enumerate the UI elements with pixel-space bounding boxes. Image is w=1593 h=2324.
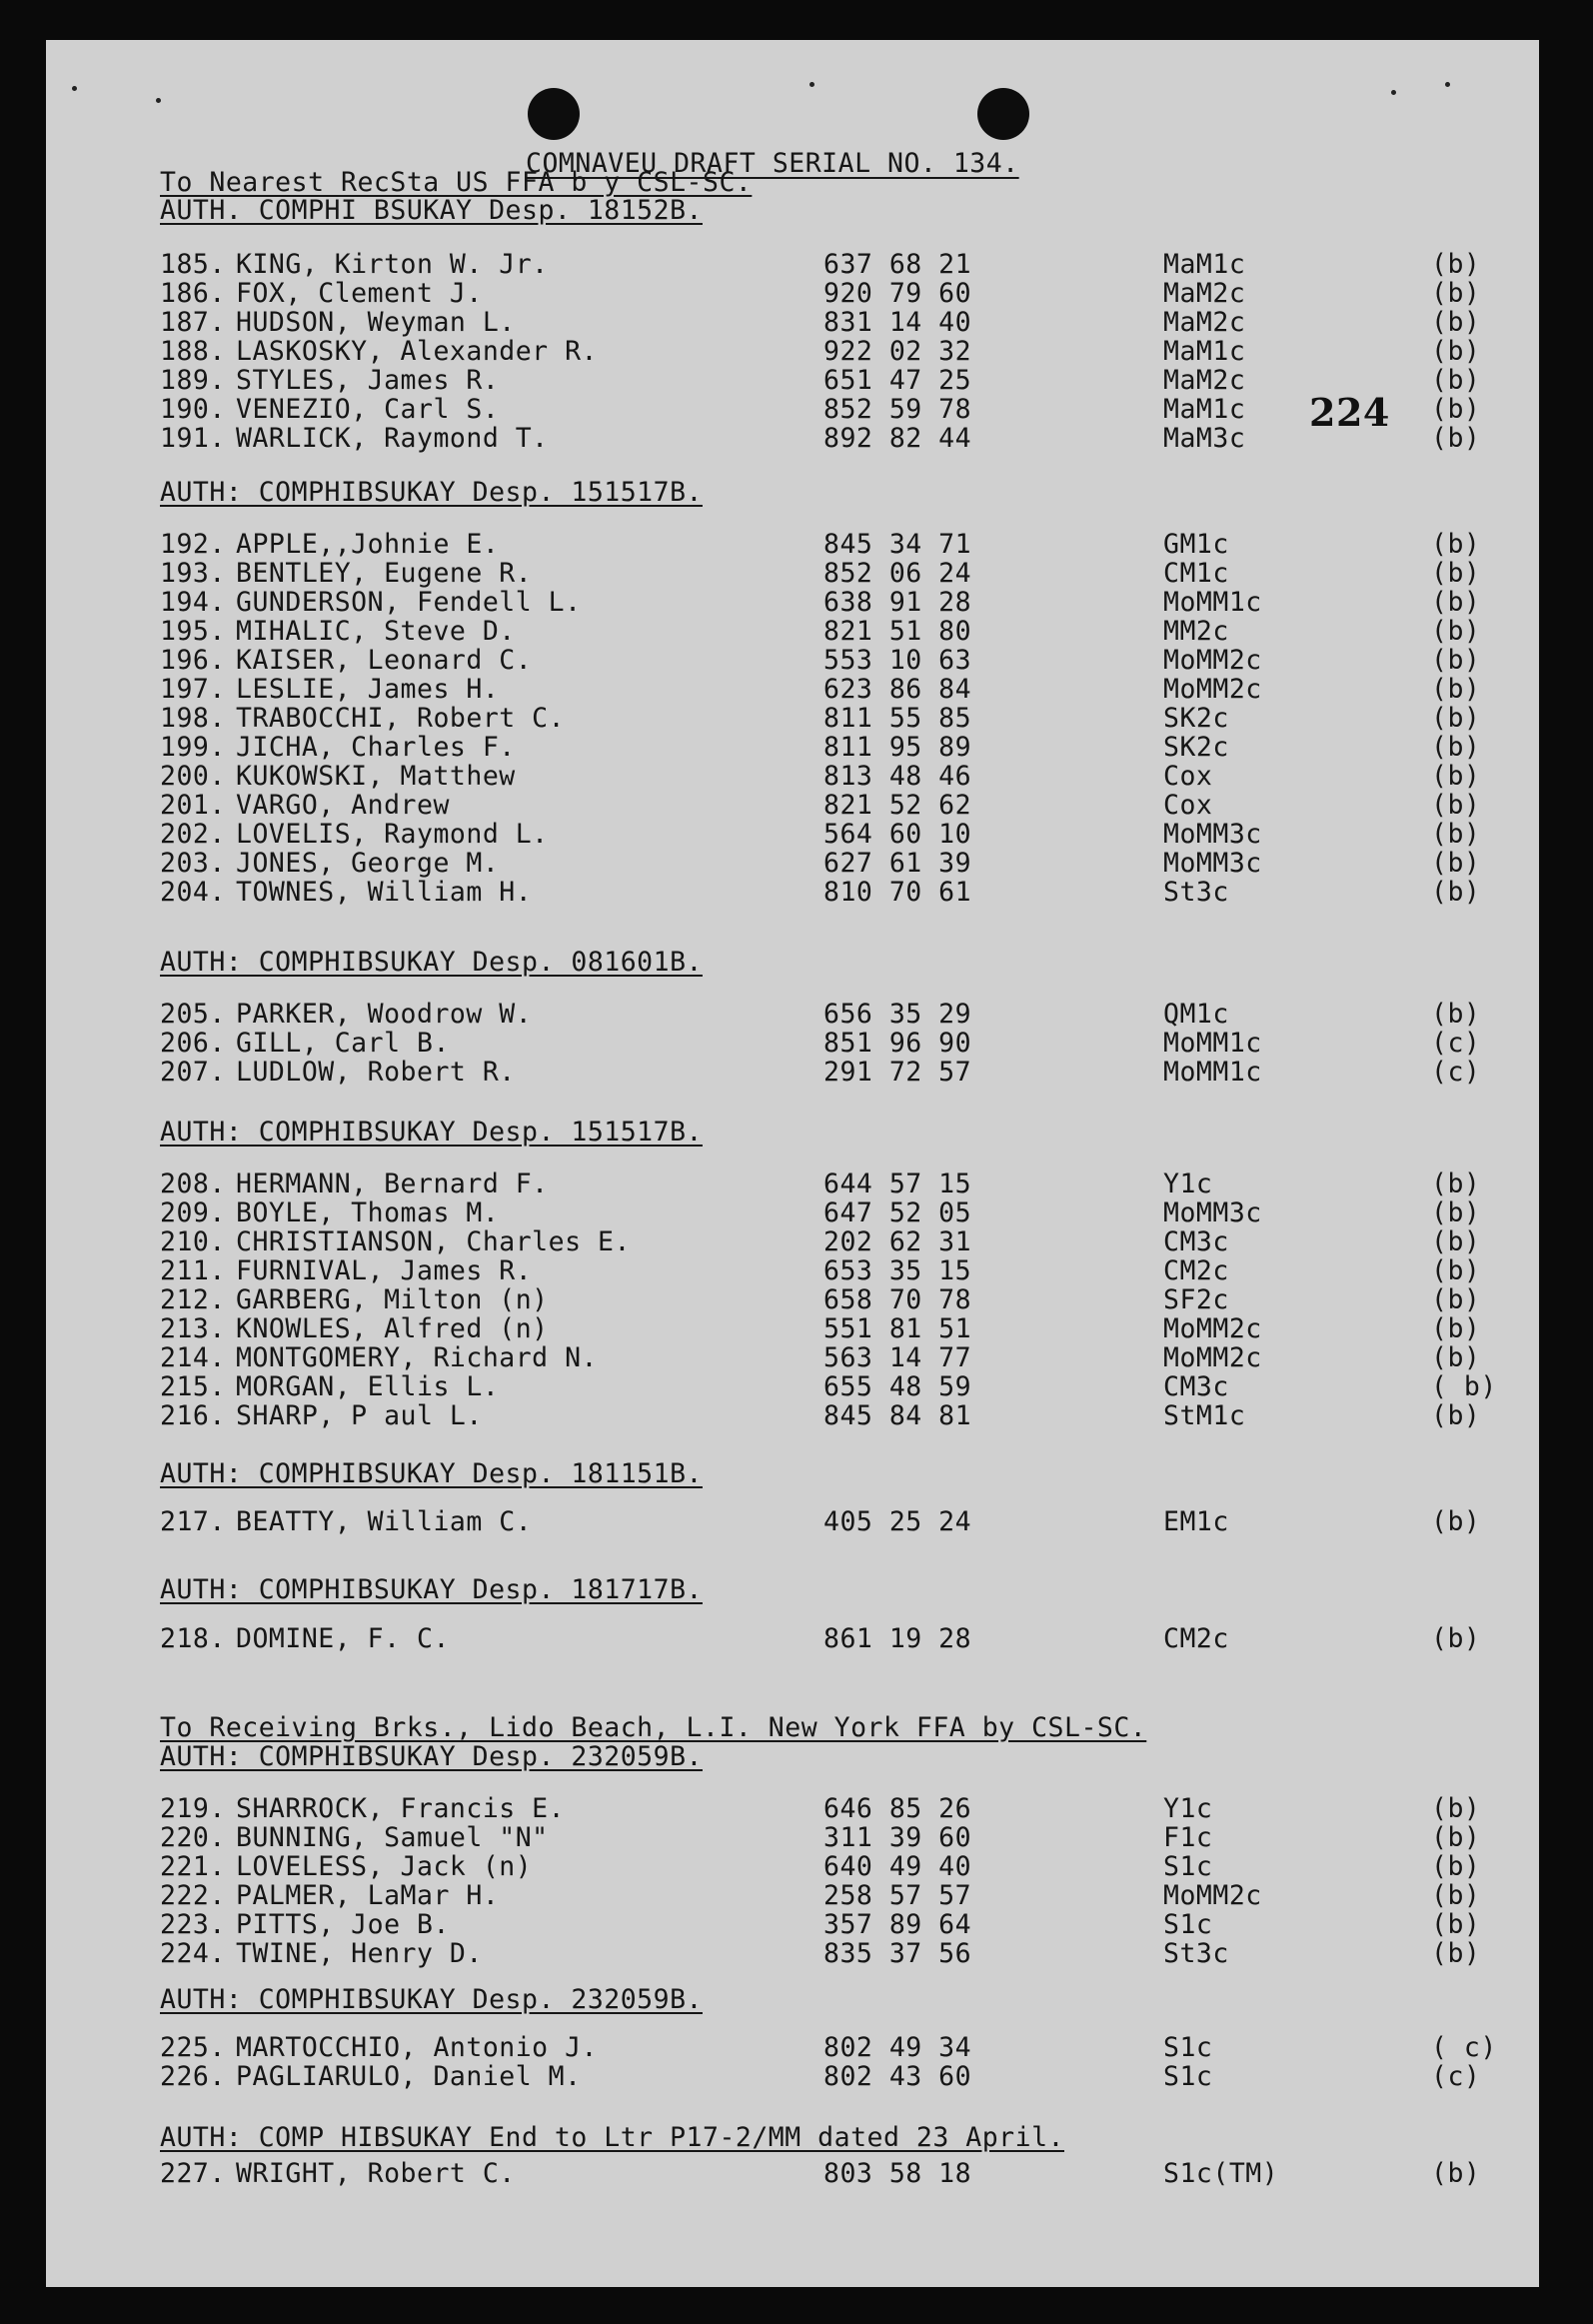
rating: S1c(TM) <box>1163 2158 1279 2189</box>
rating: MoMM2c <box>1163 1313 1262 1344</box>
service-number: 802 43 60 <box>823 2061 972 2092</box>
personnel-row <box>46 878 1539 907</box>
personnel-name: STYLES, James R. <box>236 365 500 396</box>
service-number: 623 86 84 <box>823 674 972 705</box>
personnel-name: LESLIE, James H. <box>236 674 500 705</box>
personnel-name: MONTGOMERY, Richard N. <box>236 1342 598 1373</box>
status-code: (b) <box>1431 394 1481 425</box>
rating: MoMM3c <box>1163 819 1262 850</box>
page-stamp-number: 224 <box>1309 390 1390 435</box>
service-number: 892 82 44 <box>823 423 972 454</box>
entry-number: 211. <box>160 1255 226 1286</box>
personnel-name: SHARP, P aul L. <box>236 1400 483 1431</box>
entry-number: 203. <box>160 848 226 879</box>
entry-number: 205. <box>160 999 226 1030</box>
personnel-name: KING, Kirton W. Jr. <box>236 249 549 280</box>
personnel-row <box>46 733 1539 762</box>
rating: CM1c <box>1163 558 1229 589</box>
service-number: 821 52 62 <box>823 790 972 821</box>
status-code: (b) <box>1431 877 1481 908</box>
personnel-name: PARKER, Woodrow W. <box>236 999 533 1030</box>
personnel-name: PAGLIARULO, Daniel M. <box>236 2061 582 2092</box>
personnel-row <box>46 1401 1539 1430</box>
status-code: (b) <box>1431 703 1481 734</box>
service-number: 563 14 77 <box>823 1342 972 1373</box>
entry-number: 201. <box>160 790 226 821</box>
personnel-name: TRABOCCHI, Robert C. <box>236 703 566 734</box>
entry-number: 206. <box>160 1028 226 1059</box>
status-code: (b) <box>1431 1313 1481 1344</box>
entry-number: 199. <box>160 732 226 763</box>
service-number: 653 35 15 <box>823 1255 972 1286</box>
status-code: (c) <box>1431 1028 1481 1059</box>
entry-number: 188. <box>160 336 226 367</box>
entry-number: 227. <box>160 2158 226 2189</box>
document-title: COMNAVEU DRAFT SERIAL NO. 134. <box>526 148 1019 179</box>
entry-number: 223. <box>160 1909 226 1940</box>
personnel-row <box>46 2159 1539 2188</box>
rating: MoMM1c <box>1163 587 1262 618</box>
personnel-row <box>46 1910 1539 1939</box>
personnel-name: VENEZIO, Carl S. <box>236 394 500 425</box>
rating: QM1c <box>1163 999 1229 1030</box>
draft-serial-document <box>46 40 1539 2287</box>
authorization-line: AUTH: COMPHIBSUKAY Desp. 151517B. <box>160 1117 703 1148</box>
rating: CM2c <box>1163 1623 1229 1654</box>
authorization-line: AUTH: COMPHIBSUKAY Desp. 181151B. <box>160 1458 703 1489</box>
rating: MaM1c <box>1163 394 1246 425</box>
service-number: 852 59 78 <box>823 394 972 425</box>
personnel-name: PITTS, Joe B. <box>236 1909 450 1940</box>
service-number: 922 02 32 <box>823 336 972 367</box>
personnel-row <box>46 424 1539 453</box>
status-code: (b) <box>1431 999 1481 1030</box>
entry-number: 215. <box>160 1371 226 1402</box>
service-number: 640 49 40 <box>823 1851 972 1882</box>
rating: MaM2c <box>1163 278 1246 309</box>
service-number: 405 25 24 <box>823 1506 972 1537</box>
rating: CM3c <box>1163 1371 1229 1402</box>
service-number: 811 95 89 <box>823 732 972 763</box>
rating: MaM3c <box>1163 423 1246 454</box>
personnel-row <box>46 2033 1539 2062</box>
entry-number: 187. <box>160 307 226 338</box>
service-number: 646 85 26 <box>823 1793 972 1824</box>
status-code: (b) <box>1431 278 1481 309</box>
status-code: (b) <box>1431 819 1481 850</box>
service-number: 311 39 60 <box>823 1822 972 1853</box>
personnel-name: DOMINE, F. C. <box>236 1623 450 1654</box>
service-number: 811 55 85 <box>823 703 972 734</box>
rating: MoMM3c <box>1163 848 1262 879</box>
personnel-row <box>46 1256 1539 1285</box>
personnel-row <box>46 395 1539 424</box>
status-code: (b) <box>1431 2158 1481 2189</box>
service-number: 627 61 39 <box>823 848 972 879</box>
personnel-name: APPLE,,Johnie E. <box>236 529 500 560</box>
personnel-row <box>46 530 1539 559</box>
transfer-destination-heading: To Receiving Brks., Lido Beach, L.I. New York FFA by CSL-SC. <box>160 1712 1147 1743</box>
rating: SF2c <box>1163 1284 1229 1315</box>
rating: S1c <box>1163 1851 1213 1882</box>
status-code: (b) <box>1431 790 1481 821</box>
status-code: (b) <box>1431 1938 1481 1969</box>
rating: Y1c <box>1163 1168 1213 1199</box>
rating: SK2c <box>1163 732 1229 763</box>
status-code: (b) <box>1431 732 1481 763</box>
personnel-row <box>46 559 1539 588</box>
rating: St3c <box>1163 877 1229 908</box>
authorization-line: AUTH: COMPHIBSUKAY Desp. 151517B. <box>160 477 703 508</box>
rating: MaM1c <box>1163 336 1246 367</box>
status-code: (b) <box>1431 1342 1481 1373</box>
status-code: (b) <box>1431 1255 1481 1286</box>
personnel-row <box>46 1343 1539 1372</box>
status-code: (b) <box>1431 423 1481 454</box>
status-code: (b) <box>1431 674 1481 705</box>
personnel-name: LOVELESS, Jack (n) <box>236 1851 533 1882</box>
service-number: 861 19 28 <box>823 1623 972 1654</box>
personnel-row <box>46 762 1539 791</box>
authorization-line: AUTH: COMPHIBSUKAY Desp. 081601B. <box>160 947 703 978</box>
personnel-name: CHRISTIANSON, Charles E. <box>236 1226 631 1257</box>
personnel-row <box>46 704 1539 733</box>
personnel-name: FOX, Clement J. <box>236 278 483 309</box>
personnel-row <box>46 646 1539 675</box>
rating: StM1c <box>1163 1400 1246 1431</box>
service-number: 202 62 31 <box>823 1226 972 1257</box>
personnel-name: LUDLOW, Robert R. <box>236 1057 516 1088</box>
service-number: 258 57 57 <box>823 1880 972 1911</box>
personnel-row <box>46 337 1539 366</box>
service-number: 553 10 63 <box>823 645 972 676</box>
entry-number: 224. <box>160 1938 226 1969</box>
personnel-name: WRIGHT, Robert C. <box>236 2158 516 2189</box>
service-number: 852 06 24 <box>823 558 972 589</box>
personnel-row <box>46 1794 1539 1823</box>
personnel-name: GILL, Carl B. <box>236 1028 450 1059</box>
status-code: (b) <box>1431 249 1481 280</box>
rating: S1c <box>1163 2032 1213 2063</box>
status-code: (b) <box>1431 587 1481 618</box>
personnel-name: GUNDERSON, Fendell L. <box>236 587 582 618</box>
personnel-name: TOWNES, William H. <box>236 877 533 908</box>
personnel-row <box>46 1852 1539 1881</box>
personnel-name: LOVELIS, Raymond L. <box>236 819 549 850</box>
status-code: (b) <box>1431 1909 1481 1940</box>
rating: GM1c <box>1163 529 1229 560</box>
personnel-row <box>46 308 1539 337</box>
service-number: 564 60 10 <box>823 819 972 850</box>
status-code: ( c) <box>1431 2032 1497 2063</box>
entry-number: 222. <box>160 1880 226 1911</box>
entry-number: 213. <box>160 1313 226 1344</box>
status-code: (b) <box>1431 645 1481 676</box>
service-number: 644 57 15 <box>823 1168 972 1199</box>
service-number: 831 14 40 <box>823 307 972 338</box>
entry-number: 195. <box>160 616 226 647</box>
service-number: 920 79 60 <box>823 278 972 309</box>
rating: MM2c <box>1163 616 1229 647</box>
rating: St3c <box>1163 1938 1229 1969</box>
entry-number: 208. <box>160 1168 226 1199</box>
service-number: 845 34 71 <box>823 529 972 560</box>
rating: MaM2c <box>1163 365 1246 396</box>
rating: MaM2c <box>1163 307 1246 338</box>
entry-number: 194. <box>160 587 226 618</box>
entry-number: 219. <box>160 1793 226 1824</box>
personnel-row <box>46 1285 1539 1314</box>
personnel-row <box>46 849 1539 878</box>
document-page <box>46 40 1539 2287</box>
status-code: (b) <box>1431 1284 1481 1315</box>
status-code: (c) <box>1431 2061 1481 2092</box>
entry-number: 221. <box>160 1851 226 1882</box>
entry-number: 197. <box>160 674 226 705</box>
entry-number: 193. <box>160 558 226 589</box>
personnel-row <box>46 820 1539 849</box>
service-number: 821 51 80 <box>823 616 972 647</box>
authorization-line: AUTH: COMP HIBSUKAY End to Ltr P17-2/MM dated 23 April. <box>160 2122 1064 2153</box>
authorization-line: AUTH: COMPHIBSUKAY Desp. 181717B. <box>160 1574 703 1605</box>
personnel-row <box>46 1198 1539 1227</box>
rating: MaM1c <box>1163 249 1246 280</box>
service-number: 655 48 59 <box>823 1371 972 1402</box>
status-code: (b) <box>1431 1400 1481 1431</box>
personnel-row <box>46 617 1539 646</box>
authorization-line: AUTH: COMPHIBSUKAY Desp. 232059B. <box>160 1984 703 2015</box>
service-number: 658 70 78 <box>823 1284 972 1315</box>
entry-number: 207. <box>160 1057 226 1088</box>
personnel-row <box>46 1823 1539 1852</box>
rating: SK2c <box>1163 703 1229 734</box>
service-number: 551 81 51 <box>823 1313 972 1344</box>
personnel-name: HERMANN, Bernard F. <box>236 1168 549 1199</box>
personnel-name: MORGAN, Ellis L. <box>236 1371 500 1402</box>
entry-number: 209. <box>160 1197 226 1228</box>
rating: MoMM2c <box>1163 674 1262 705</box>
rating: S1c <box>1163 1909 1213 1940</box>
entry-number: 190. <box>160 394 226 425</box>
personnel-row <box>46 1169 1539 1198</box>
entry-number: 196. <box>160 645 226 676</box>
personnel-name: BENTLEY, Eugene R. <box>236 558 533 589</box>
service-number: 845 84 81 <box>823 1400 972 1431</box>
personnel-name: KAISER, Leonard C. <box>236 645 533 676</box>
service-number: 813 48 46 <box>823 761 972 792</box>
entry-number: 220. <box>160 1822 226 1853</box>
status-code: (b) <box>1431 1851 1481 1882</box>
personnel-row <box>46 1624 1539 1653</box>
entry-number: 218. <box>160 1623 226 1654</box>
entry-number: 191. <box>160 423 226 454</box>
rating: Cox <box>1163 790 1213 821</box>
personnel-row <box>46 1058 1539 1087</box>
status-code: (b) <box>1431 1793 1481 1824</box>
personnel-name: BEATTY, William C. <box>236 1506 533 1537</box>
service-number: 802 49 34 <box>823 2032 972 2063</box>
personnel-name: HUDSON, Weyman L. <box>236 307 516 338</box>
rating: MoMM1c <box>1163 1028 1262 1059</box>
personnel-row <box>46 1029 1539 1058</box>
status-code: ( b) <box>1431 1371 1497 1402</box>
status-code: (b) <box>1431 1168 1481 1199</box>
rating: MoMM2c <box>1163 645 1262 676</box>
status-code: (b) <box>1431 1822 1481 1853</box>
rating: CM2c <box>1163 1255 1229 1286</box>
personnel-row <box>46 2062 1539 2091</box>
rating: Y1c <box>1163 1793 1213 1824</box>
service-number: 835 37 56 <box>823 1938 972 1969</box>
entry-number: 216. <box>160 1400 226 1431</box>
personnel-row <box>46 250 1539 279</box>
status-code: (b) <box>1431 1623 1481 1654</box>
personnel-row <box>46 279 1539 308</box>
personnel-name: PALMER, LaMar H. <box>236 1880 500 1911</box>
entry-number: 202. <box>160 819 226 850</box>
status-code: (c) <box>1431 1057 1481 1088</box>
service-number: 851 96 90 <box>823 1028 972 1059</box>
personnel-name: GARBERG, Milton (n) <box>236 1284 549 1315</box>
personnel-row <box>46 791 1539 820</box>
personnel-name: JONES, George M. <box>236 848 500 879</box>
personnel-name: MARTOCCHIO, Antonio J. <box>236 2032 598 2063</box>
entry-number: 210. <box>160 1226 226 1257</box>
personnel-row <box>46 1881 1539 1910</box>
status-code: (b) <box>1431 365 1481 396</box>
service-number: 810 70 61 <box>823 877 972 908</box>
personnel-row <box>46 366 1539 395</box>
service-number: 638 91 28 <box>823 587 972 618</box>
service-number: 651 47 25 <box>823 365 972 396</box>
personnel-row <box>46 1314 1539 1343</box>
entry-number: 198. <box>160 703 226 734</box>
status-code: (b) <box>1431 307 1481 338</box>
personnel-row <box>46 675 1539 704</box>
status-code: (b) <box>1431 1506 1481 1537</box>
personnel-name: FURNIVAL, James R. <box>236 1255 533 1286</box>
entry-number: 212. <box>160 1284 226 1315</box>
service-number: 291 72 57 <box>823 1057 972 1088</box>
entry-number: 225. <box>160 2032 226 2063</box>
entry-number: 200. <box>160 761 226 792</box>
status-code: (b) <box>1431 529 1481 560</box>
entry-number: 217. <box>160 1506 226 1537</box>
personnel-row <box>46 1507 1539 1536</box>
service-number: 656 35 29 <box>823 999 972 1030</box>
status-code: (b) <box>1431 336 1481 367</box>
service-number: 357 89 64 <box>823 1909 972 1940</box>
personnel-name: LASKOSKY, Alexander R. <box>236 336 598 367</box>
personnel-row <box>46 1939 1539 1968</box>
personnel-row <box>46 1000 1539 1029</box>
authorization-line: AUTH: COMPHIBSUKAY Desp. 232059B. <box>160 1741 703 1772</box>
rating: F1c <box>1163 1822 1213 1853</box>
status-code: (b) <box>1431 848 1481 879</box>
status-code: (b) <box>1431 1880 1481 1911</box>
personnel-name: BOYLE, Thomas M. <box>236 1197 500 1228</box>
rating: CM3c <box>1163 1226 1229 1257</box>
rating: MoMM2c <box>1163 1880 1262 1911</box>
service-number: 647 52 05 <box>823 1197 972 1228</box>
rating: MoMM1c <box>1163 1057 1262 1088</box>
personnel-name: MIHALIC, Steve D. <box>236 616 516 647</box>
rating: MoMM2c <box>1163 1342 1262 1373</box>
personnel-name: BUNNING, Samuel "N" <box>236 1822 549 1853</box>
rating: S1c <box>1163 2061 1213 2092</box>
personnel-name: TWINE, Henry D. <box>236 1938 483 1969</box>
personnel-row <box>46 588 1539 617</box>
status-code: (b) <box>1431 558 1481 589</box>
personnel-name: WARLICK, Raymond T. <box>236 423 549 454</box>
transfer-destination-heading: To Nearest RecSta US FFA b y CSL-SC. <box>160 167 753 198</box>
personnel-name: VARGO, Andrew <box>236 790 450 821</box>
entry-number: 214. <box>160 1342 226 1373</box>
service-number: 637 68 21 <box>823 249 972 280</box>
entry-number: 226. <box>160 2061 226 2092</box>
status-code: (b) <box>1431 1226 1481 1257</box>
entry-number: 185. <box>160 249 226 280</box>
rating: EM1c <box>1163 1506 1229 1537</box>
rating: MoMM3c <box>1163 1197 1262 1228</box>
status-code: (b) <box>1431 761 1481 792</box>
service-number: 803 58 18 <box>823 2158 972 2189</box>
personnel-row <box>46 1227 1539 1256</box>
status-code: (b) <box>1431 616 1481 647</box>
status-code: (b) <box>1431 1197 1481 1228</box>
entry-number: 192. <box>160 529 226 560</box>
personnel-name: JICHA, Charles F. <box>236 732 516 763</box>
personnel-row <box>46 1372 1539 1401</box>
authorization-line: AUTH. COMPHI BSUKAY Desp. 18152B. <box>160 195 703 226</box>
personnel-name: KUKOWSKI, Matthew <box>236 761 516 792</box>
personnel-name: KNOWLES, Alfred (n) <box>236 1313 549 1344</box>
entry-number: 204. <box>160 877 226 908</box>
entry-number: 189. <box>160 365 226 396</box>
rating: Cox <box>1163 761 1213 792</box>
entry-number: 186. <box>160 278 226 309</box>
personnel-name: SHARROCK, Francis E. <box>236 1793 566 1824</box>
